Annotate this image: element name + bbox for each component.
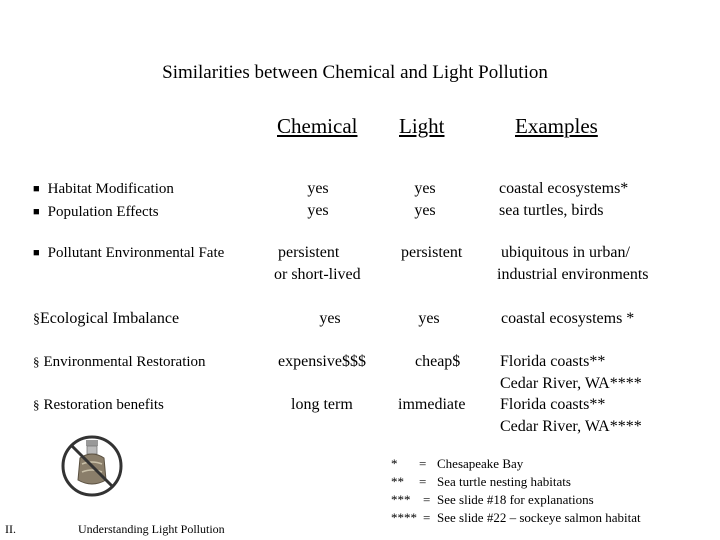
row-imbalance-label: [33, 308, 179, 331]
bullet-square-icon: ■: [33, 206, 40, 218]
no-lightbulb-icon: [60, 434, 124, 498]
footer-caption: Understanding Light Pollution: [78, 522, 225, 536]
row-benefits-label: [33, 394, 164, 416]
row-restoration-label: [33, 351, 206, 373]
row-benefits-light: immediate: [398, 396, 466, 413]
header-chemical: Chemical: [277, 114, 358, 138]
row-habitat-chemical: yes yes: [307, 180, 329, 219]
list-item: §Ecological Imbalance: [33, 310, 180, 327]
footnote: *** = See slide #18 for explanations: [391, 492, 594, 507]
section-number: II.: [5, 522, 16, 536]
header-examples: Examples: [515, 114, 598, 138]
row-restoration-examples: Florida coasts** Cedar River, WA****: [500, 353, 642, 392]
row-imbalance-light: yes: [418, 310, 440, 327]
row-benefits-chemical: long term: [291, 396, 353, 413]
list-item: ■ Population Effects: [33, 201, 174, 224]
bullet-icon: §: [33, 354, 40, 369]
list-item: § Environmental Restoration: [33, 354, 206, 370]
row-fate-light: persistent: [401, 244, 463, 261]
row-restoration-light: cheap$: [415, 353, 461, 370]
row-restoration-chemical: expensive$$$: [278, 353, 366, 370]
bullet-square-icon: ■: [33, 247, 40, 259]
list-item: ■ Habitat Modification: [33, 178, 174, 201]
row-habitat-labels: [33, 178, 174, 224]
footnote: * = Chesapeake Bay: [391, 456, 524, 471]
row-fate-examples: ubiquitous in urban/ industrial environments: [497, 244, 649, 283]
row-imbalance-examples: coastal ecosystems *: [501, 310, 635, 327]
bullet-icon: §: [33, 312, 40, 327]
list-item: § Restoration benefits: [33, 397, 164, 413]
row-habitat-light: yes yes: [414, 180, 436, 219]
row-imbalance-chemical: yes: [319, 310, 341, 327]
footnote: **** = See slide #22 – sockeye salmon habitat: [391, 510, 641, 525]
footnotes: [391, 455, 641, 527]
row-fate-label: [33, 242, 224, 265]
row-benefits-examples: Florida coasts** Cedar River, WA****: [500, 396, 642, 435]
header-light: Light: [399, 114, 445, 138]
slide-title: Similarities between Chemical and Light Pollution: [162, 62, 548, 83]
footnote: ** = Sea turtle nesting habitats: [391, 474, 571, 489]
row-fate-chemical: persistent or short-lived: [274, 244, 361, 283]
bullet-icon: §: [33, 397, 40, 412]
row-habitat-examples: coastal ecosystems* sea turtles, birds: [499, 180, 629, 219]
list-item: ■ Pollutant Environmental Fate: [33, 242, 224, 265]
bullet-square-icon: ■: [33, 183, 40, 195]
